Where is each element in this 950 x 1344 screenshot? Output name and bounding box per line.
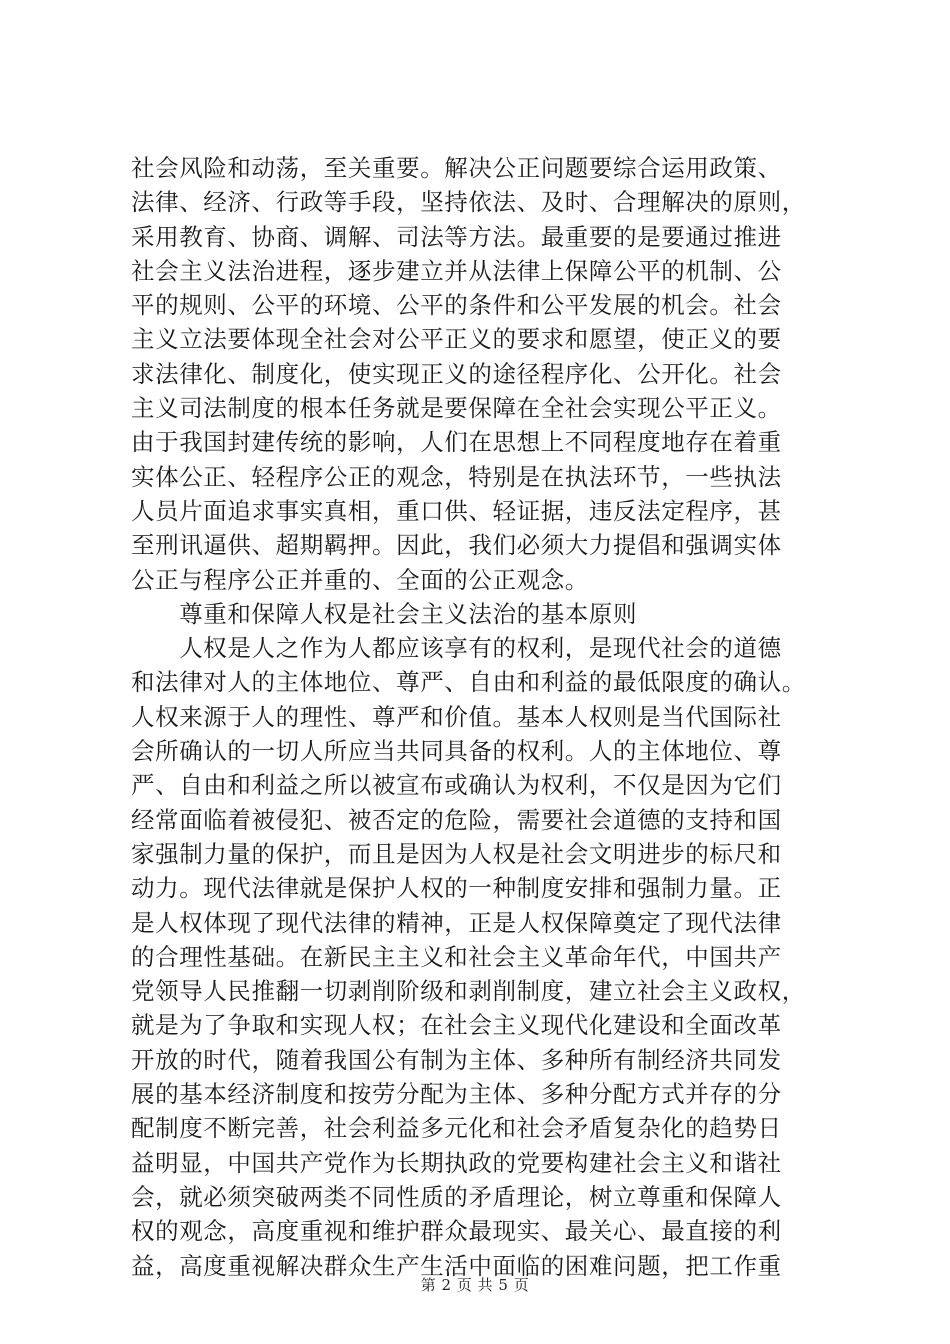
text-line: 和法律对人的主体地位、尊严、自由和利益的最低限度的确认。 xyxy=(131,668,806,697)
text-line: 展的基本经济制度和按劳分配为主体、多种分配方式并存的分 xyxy=(131,1080,782,1109)
text-line: 是人权体现了现代法律的精神，正是人权保障奠定了现代法律 xyxy=(131,908,782,937)
text-line: 益明显，中国共产党作为长期执政的党要构建社会主义和谐社 xyxy=(131,1148,782,1177)
text-line: 法律、经济、行政等手段，坚持依法、及时、合理解决的原则， xyxy=(131,188,806,217)
text-line: 会，就必须突破两类不同性质的矛盾理论，树立尊重和保障人 xyxy=(131,1182,782,1211)
text-line: 会所确认的一切人所应当共同具备的权利。人的主体地位、尊 xyxy=(131,737,782,766)
text-line: 主义司法制度的根本任务就是要保障在全社会实现公平正义。 xyxy=(131,394,782,423)
text-line: 的合理性基础。在新民主主义和社会主义革命年代，中国共产 xyxy=(131,942,782,971)
text-line: 经常面临着被侵犯、被否定的危险，需要社会道德的支持和国 xyxy=(131,805,782,834)
text-line: 由于我国封建传统的影响，人们在思想上不同程度地存在着重 xyxy=(131,428,782,457)
body-text xyxy=(131,151,841,1283)
text-line: 公正与程序公正并重的、全面的公正观念。 xyxy=(131,565,589,594)
text-line: 开放的时代，随着我国公有制为主体、多种所有制经济共同发 xyxy=(131,1045,782,1074)
text-line: 人权来源于人的理性、尊严和价值。基本人权则是当代国际社 xyxy=(131,702,782,731)
text-line: 主义立法要体现全社会对公平正义的要求和愿望，使正义的要 xyxy=(131,325,782,354)
text-line: 社会主义法治进程，逐步建立并从法律上保障公平的机制、公 xyxy=(131,256,782,285)
text-line: 权的观念，高度重视和维护群众最现实、最关心、最直接的利 xyxy=(131,1217,782,1246)
text-line: 社会风险和动荡，至关重要。解决公正问题要综合运用政策、 xyxy=(131,154,782,182)
text-line: 采用教育、协商、调解、司法等方法。最重要的是要通过推进 xyxy=(131,222,782,251)
text-line: 至刑讯逼供、超期羁押。因此，我们必须大力提倡和强调实体 xyxy=(131,531,782,560)
text-line: 尊重和保障人权是社会主义法治的基本原则 xyxy=(131,599,638,628)
text-line: 配制度不断完善，社会利益多元化和社会矛盾复杂化的趋势日 xyxy=(131,1114,782,1143)
text-line: 就是为了争取和实现人权；在社会主义现代化建设和全面改革 xyxy=(131,1011,782,1040)
text-line: 实体公正、轻程序公正的观念，特别是在执法环节，一些执法 xyxy=(131,462,782,491)
page-footer: 第 2 页 共 5 页 xyxy=(420,1276,530,1294)
text-line: 严、自由和利益之所以被宣布或确认为权利，不仅是因为它们 xyxy=(131,771,782,800)
text-line: 动力。现代法律就是保护人权的一种制度安排和强制力量。正 xyxy=(131,874,782,903)
text-line: 人员片面追求事实真相，重口供、轻证据，违反法定程序，甚 xyxy=(131,496,782,525)
text-line: 家强制力量的保护，而且是因为人权是社会文明进步的标尺和 xyxy=(131,839,782,868)
text-line: 益，高度重视解决群众生产生活中面临的困难问题，把工作重 xyxy=(131,1251,782,1280)
text-line: 平的规则、公平的环境、公平的条件和公平发展的机会。社会 xyxy=(131,291,782,320)
text-line: 人权是人之作为人都应该享有的权利，是现代社会的道德 xyxy=(131,634,782,663)
text-line: 党领导人民推翻一切剥削阶级和剥削制度，建立社会主义政权， xyxy=(131,977,806,1006)
text-line: 求法律化、制度化，使实现正义的途径程序化、公开化。社会 xyxy=(131,359,782,388)
